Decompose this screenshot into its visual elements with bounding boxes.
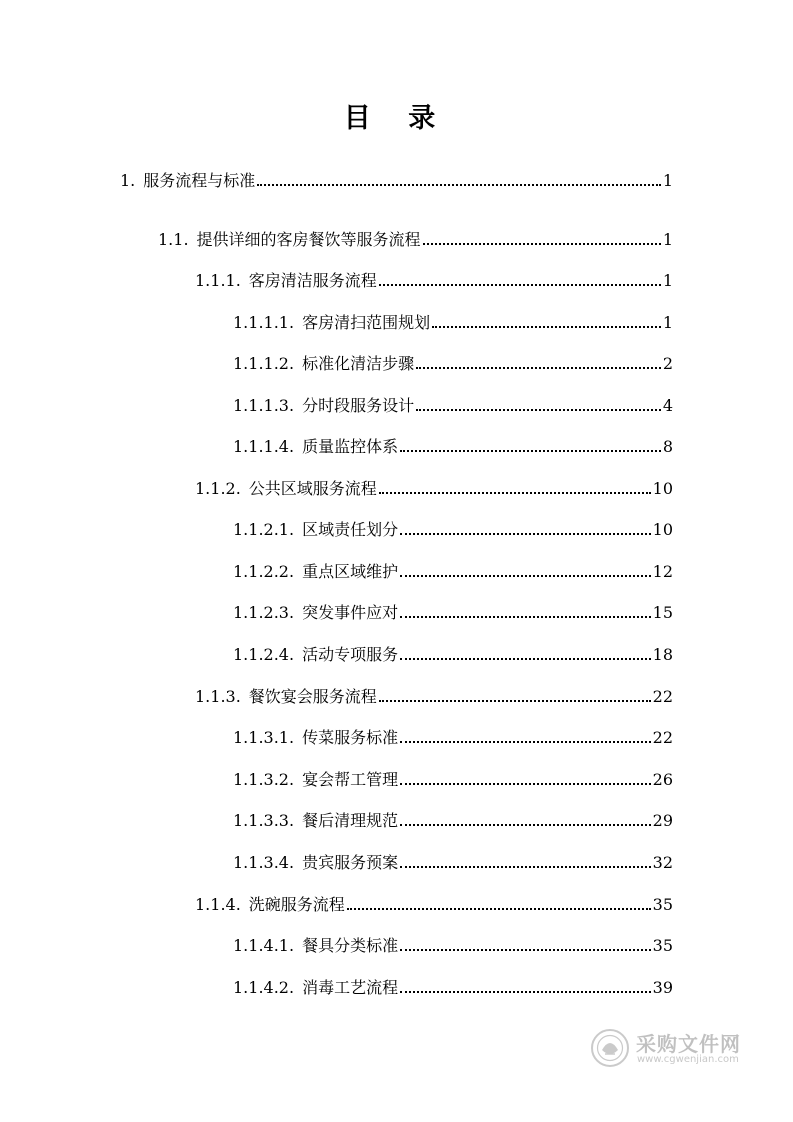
toc-entry-number: 1.1.1.4. bbox=[233, 437, 295, 456]
toc-entry-number: 1.1.3.2. bbox=[233, 770, 295, 789]
toc-entry[interactable] bbox=[195, 476, 673, 500]
toc-entry[interactable] bbox=[233, 600, 673, 624]
toc-dot-leader bbox=[400, 824, 651, 826]
toc-entry[interactable] bbox=[233, 850, 673, 874]
toc-entry-number: 1.1.3.4. bbox=[233, 853, 295, 872]
toc-entry-number: 1.1.1.1. bbox=[233, 313, 295, 332]
toc-entry-number: 1.1. bbox=[158, 230, 189, 249]
toc-entry-page: 18 bbox=[652, 645, 673, 664]
toc-entry-page: 12 bbox=[652, 562, 673, 581]
toc-entry-page: 15 bbox=[652, 603, 673, 622]
toc-entry[interactable] bbox=[195, 892, 673, 916]
toc-entry[interactable] bbox=[195, 684, 673, 708]
toc-entry[interactable] bbox=[233, 559, 673, 583]
toc-entry-label: 分时段服务设计 bbox=[302, 396, 415, 415]
toc-entry-label: 区域责任划分 bbox=[302, 520, 399, 539]
toc-dot-leader bbox=[400, 533, 651, 535]
toc-entry-label: 洗碗服务流程 bbox=[248, 895, 345, 914]
toc-entry-number: 1.1.2. bbox=[195, 479, 241, 498]
toc-entry-page: 22 bbox=[652, 687, 673, 706]
toc-entry[interactable] bbox=[233, 725, 673, 749]
toc-entry-label: 标准化清洁步骤 bbox=[302, 354, 415, 373]
toc-entry-label: 传菜服务标准 bbox=[302, 728, 399, 747]
toc-entry-number: 1.1.3. bbox=[195, 687, 241, 706]
toc-entry-page: 4 bbox=[662, 396, 673, 415]
toc-entry-label: 突发事件应对 bbox=[302, 603, 399, 622]
toc-entry[interactable] bbox=[233, 642, 673, 666]
toc-entry-page: 1 bbox=[662, 171, 673, 190]
toc-entry-number: 1.1.4. bbox=[195, 895, 241, 914]
toc-dot-leader bbox=[400, 741, 651, 743]
toc-dot-leader bbox=[400, 866, 651, 868]
toc-entry-page: 26 bbox=[652, 770, 673, 789]
toc-entry-label: 提供详细的客房餐饮等服务流程 bbox=[196, 230, 421, 249]
toc-entry[interactable] bbox=[233, 434, 673, 458]
toc-entry[interactable] bbox=[233, 808, 673, 832]
toc-dot-leader bbox=[257, 184, 661, 186]
toc-entry-number: 1.1.2.2. bbox=[233, 562, 295, 581]
toc-entry[interactable] bbox=[233, 933, 673, 957]
toc-entry[interactable] bbox=[195, 268, 673, 292]
toc-entry-label: 餐具分类标准 bbox=[302, 936, 399, 955]
toc-entry-label: 活动专项服务 bbox=[302, 645, 399, 664]
toc-entry-page: 39 bbox=[652, 978, 673, 997]
toc-entry-number: 1. bbox=[120, 171, 136, 190]
toc-entry-page: 35 bbox=[652, 936, 673, 955]
toc-entry-label: 客房清扫范围规划 bbox=[302, 313, 431, 332]
watermark bbox=[590, 1026, 760, 1076]
toc-entry-page: 35 bbox=[652, 895, 673, 914]
toc-entry-page: 10 bbox=[652, 520, 673, 539]
toc-entry-number: 1.1.2.3. bbox=[233, 603, 295, 622]
toc-entry-page: 8 bbox=[662, 437, 673, 456]
toc-entry-page: 22 bbox=[652, 728, 673, 747]
toc-dot-leader bbox=[400, 991, 651, 993]
toc-dot-leader bbox=[379, 284, 661, 286]
toc-entry-number: 1.1.2.4. bbox=[233, 645, 295, 664]
toc-entry[interactable] bbox=[233, 393, 673, 417]
toc-entry-label: 公共区域服务流程 bbox=[248, 479, 377, 498]
toc-dot-leader bbox=[400, 575, 651, 577]
toc-entry-number: 1.1.1.2. bbox=[233, 354, 295, 373]
toc-entry-page: 32 bbox=[652, 853, 673, 872]
toc-entry-label: 餐后清理规范 bbox=[302, 811, 399, 830]
toc-entry-page: 29 bbox=[652, 811, 673, 830]
toc-dot-leader bbox=[432, 326, 661, 328]
toc-entry-page: 10 bbox=[652, 479, 673, 498]
toc-entry-number: 1.1.3.1. bbox=[233, 728, 295, 747]
toc-entry-page: 1 bbox=[662, 271, 673, 290]
toc-entry-number: 1.1.2.1. bbox=[233, 520, 295, 539]
toc-entry-page: 1 bbox=[662, 313, 673, 332]
toc-entry-number: 1.1.1. bbox=[195, 271, 241, 290]
toc-entry-label: 消毒工艺流程 bbox=[302, 978, 399, 997]
toc-entry[interactable] bbox=[233, 517, 673, 541]
toc-entry-number: 1.1.3.3. bbox=[233, 811, 295, 830]
toc-entry-page: 1 bbox=[662, 230, 673, 249]
toc-dot-leader bbox=[347, 908, 651, 910]
toc-entry-label: 宴会帮工管理 bbox=[302, 770, 399, 789]
toc-entry-label: 服务流程与标准 bbox=[143, 171, 256, 190]
toc-entry-number: 1.1.4.1. bbox=[233, 936, 295, 955]
seal-logo-icon bbox=[590, 1028, 630, 1068]
toc-dot-leader bbox=[379, 700, 651, 702]
toc-dot-leader bbox=[400, 450, 661, 452]
toc-entry-label: 重点区域维护 bbox=[302, 562, 399, 581]
toc-entry[interactable] bbox=[233, 975, 673, 999]
toc-entry-label: 客房清洁服务流程 bbox=[248, 271, 377, 290]
toc-dot-leader bbox=[400, 616, 651, 618]
toc-dot-leader bbox=[400, 783, 651, 785]
page-title: 目 录 bbox=[343, 103, 450, 134]
toc-entry-number: 1.1.4.2. bbox=[233, 978, 295, 997]
toc-dot-leader bbox=[416, 367, 661, 369]
toc-entry[interactable] bbox=[158, 227, 673, 251]
toc-entry-label: 餐饮宴会服务流程 bbox=[248, 687, 377, 706]
toc-entry[interactable] bbox=[233, 351, 673, 375]
toc-entry[interactable] bbox=[233, 310, 673, 334]
toc-dot-leader bbox=[416, 409, 661, 411]
toc-entry-label: 贵宾服务预案 bbox=[302, 853, 399, 872]
watermark-name: 采购文件网 bbox=[636, 1032, 741, 1056]
toc-dot-leader bbox=[400, 949, 651, 951]
watermark-url: www.cgwenjian.com bbox=[637, 1054, 739, 1065]
toc-entry[interactable] bbox=[120, 168, 673, 192]
toc-dot-leader bbox=[379, 492, 651, 494]
toc-entry-label: 质量监控体系 bbox=[302, 437, 399, 456]
toc-dot-leader bbox=[423, 243, 661, 245]
toc-entry-page: 2 bbox=[662, 354, 673, 373]
toc-entry-number: 1.1.1.3. bbox=[233, 396, 295, 415]
toc-entry[interactable] bbox=[233, 767, 673, 791]
toc-dot-leader bbox=[400, 658, 651, 660]
